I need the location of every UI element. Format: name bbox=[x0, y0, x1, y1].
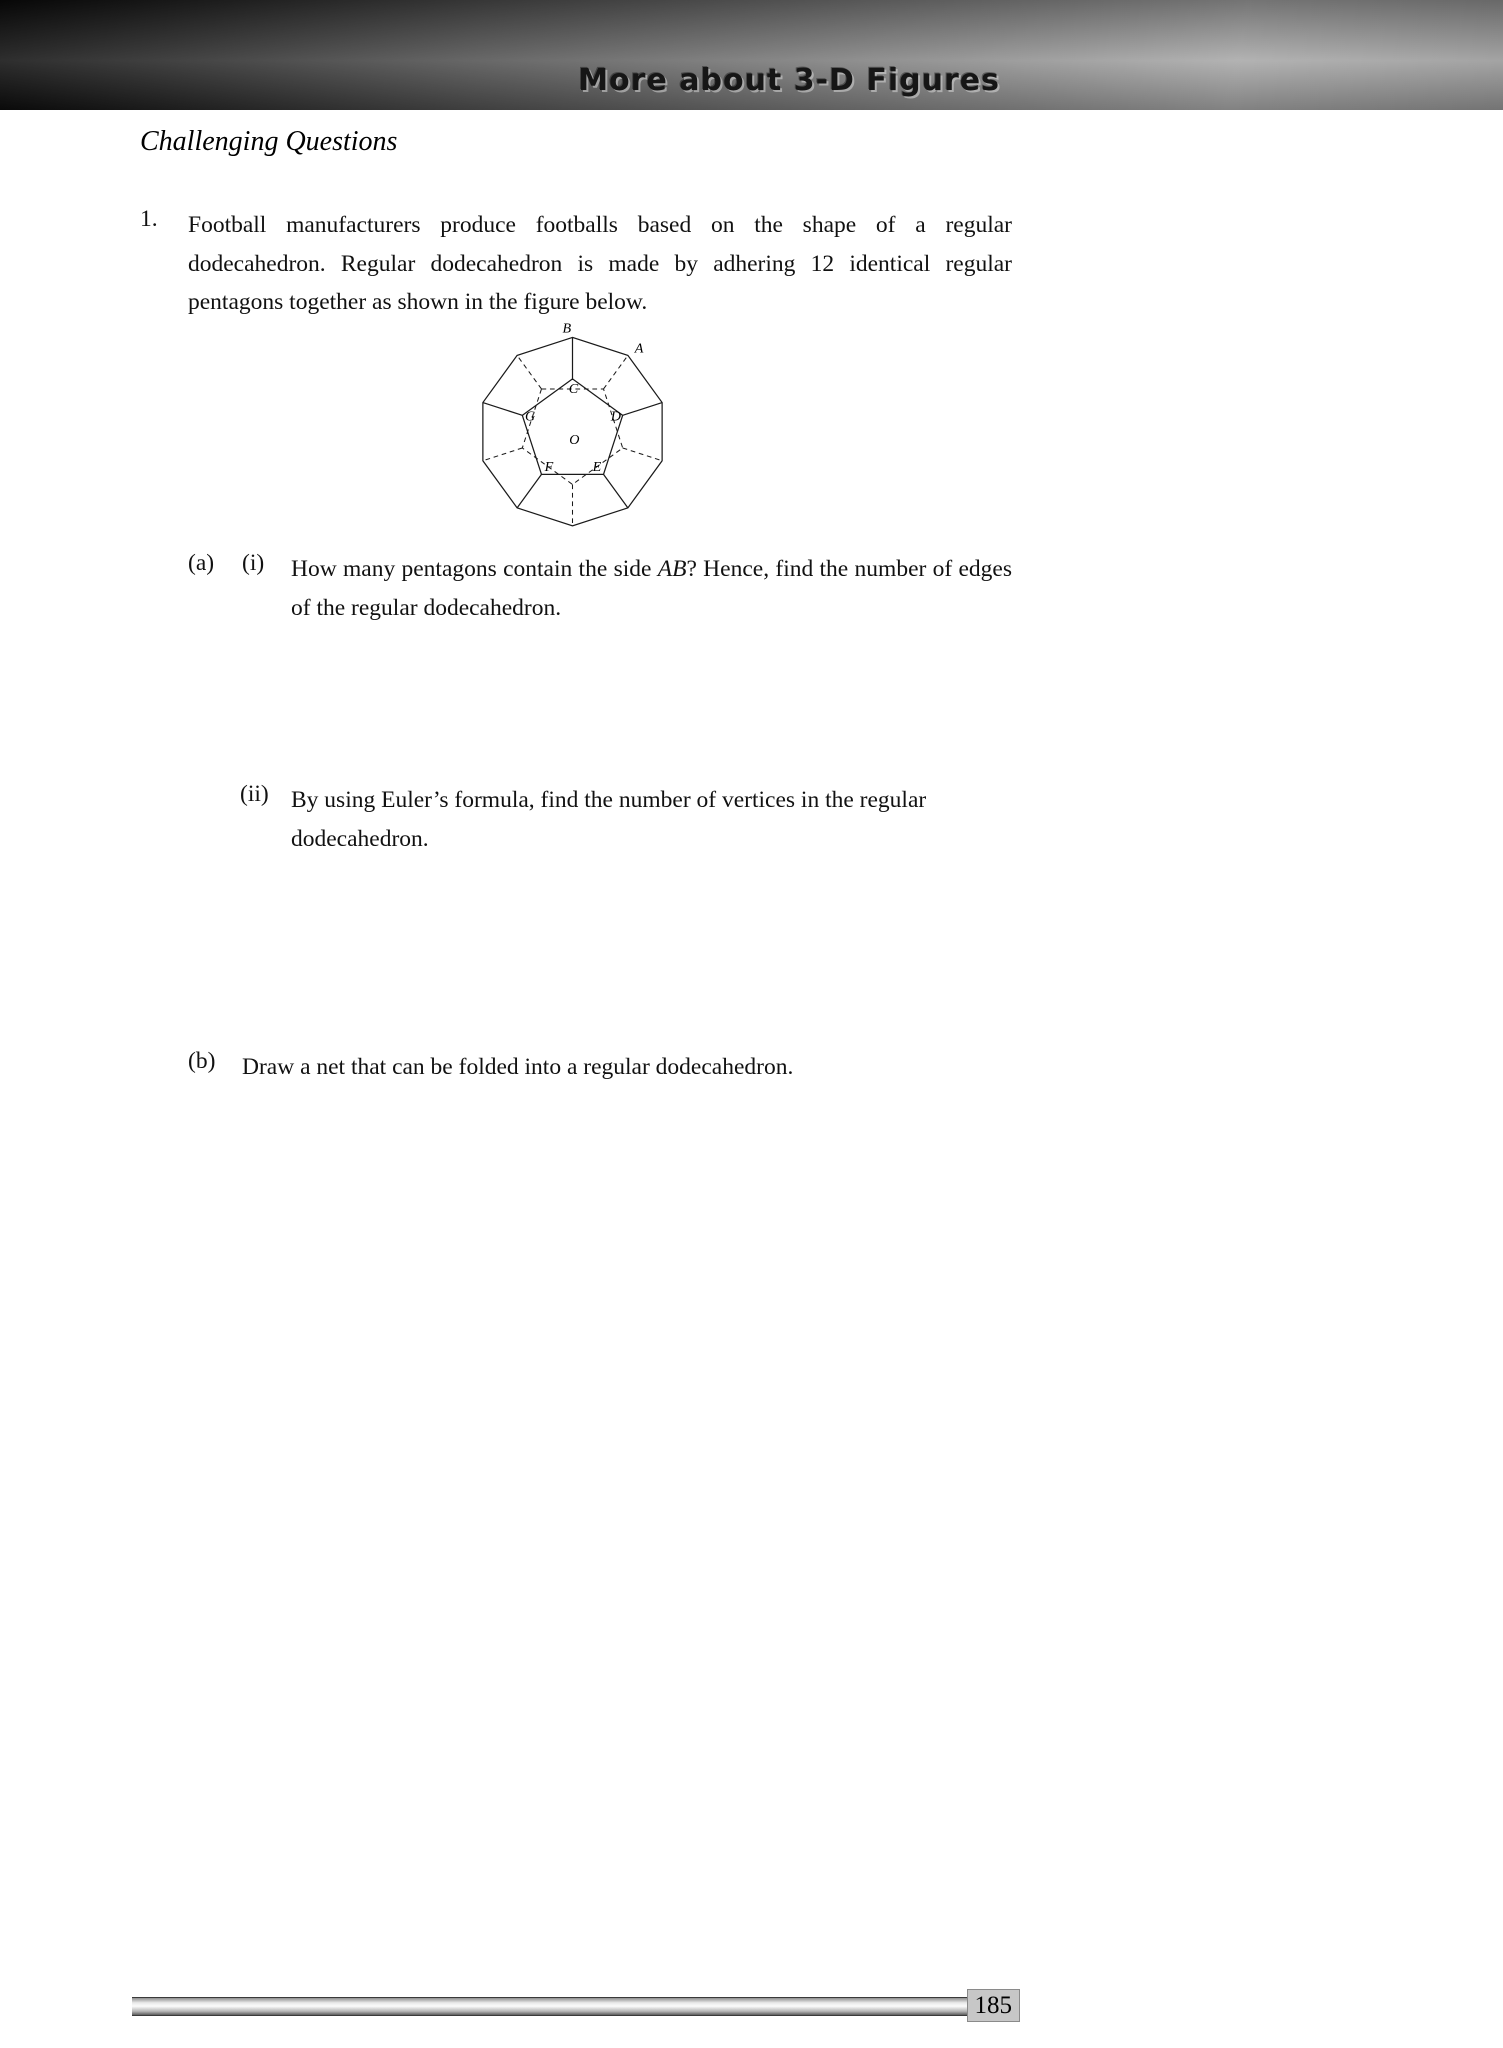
hidden-edge bbox=[483, 448, 522, 461]
page-number: 185 bbox=[967, 1989, 1021, 2022]
part-a-i-text-before: How many pentagons contain the side bbox=[291, 556, 658, 582]
part-a-i-label: (i) bbox=[242, 550, 265, 576]
part-b-text: Draw a net that can be folded into a regular dodecahedron. bbox=[242, 1054, 794, 1080]
visible-edge bbox=[517, 474, 541, 508]
footer-bar bbox=[132, 1992, 1016, 2019]
vertex-label-g: G bbox=[524, 408, 536, 425]
vertex-label-e: E bbox=[592, 459, 602, 476]
question-number: 1. bbox=[140, 206, 158, 232]
visible-edge bbox=[604, 474, 628, 508]
part-a-label: (a) bbox=[188, 550, 215, 576]
question-intro-text: Football manufacturers produce footballs based on the shape of a regular dodecahedron. Regular dodecahedron is made by adhering 12 identical regular pentagons together as shown in the figure below. bbox=[188, 212, 1012, 315]
hidden-edge bbox=[604, 355, 628, 389]
chapter-title: More about 3-D Figures bbox=[578, 63, 1000, 98]
hidden-edge bbox=[623, 448, 662, 461]
visible-edge bbox=[483, 403, 522, 416]
part-a-ii-label: (ii) bbox=[240, 781, 269, 807]
part-a-i-text-after: ? Hence, find the number of edges of the regular dodecahedron. bbox=[291, 556, 1013, 621]
center-label-o: O bbox=[569, 431, 580, 448]
vertex-label-a: A bbox=[634, 340, 644, 357]
hidden-edge bbox=[517, 355, 541, 389]
vertex-label-b: B bbox=[562, 320, 572, 337]
header-band bbox=[0, 0, 1503, 110]
dodecahedron-drawing bbox=[450, 312, 695, 540]
dodecahedron-figure bbox=[450, 312, 695, 540]
part-b-label: (b) bbox=[188, 1048, 216, 1074]
vertex-label-c: C bbox=[568, 381, 579, 398]
part-a-i-text bbox=[291, 550, 1012, 628]
part-a-ii-text: By using Euler’s formula, find the number of vertices in the regular dodecahedron. bbox=[291, 787, 927, 852]
vertex-label-f: F bbox=[544, 459, 554, 476]
visible-edge bbox=[623, 403, 662, 416]
side-ab-reference: AB bbox=[657, 556, 687, 582]
vertex-label-d: D bbox=[610, 408, 621, 425]
section-title: Challenging Questions bbox=[140, 126, 398, 157]
